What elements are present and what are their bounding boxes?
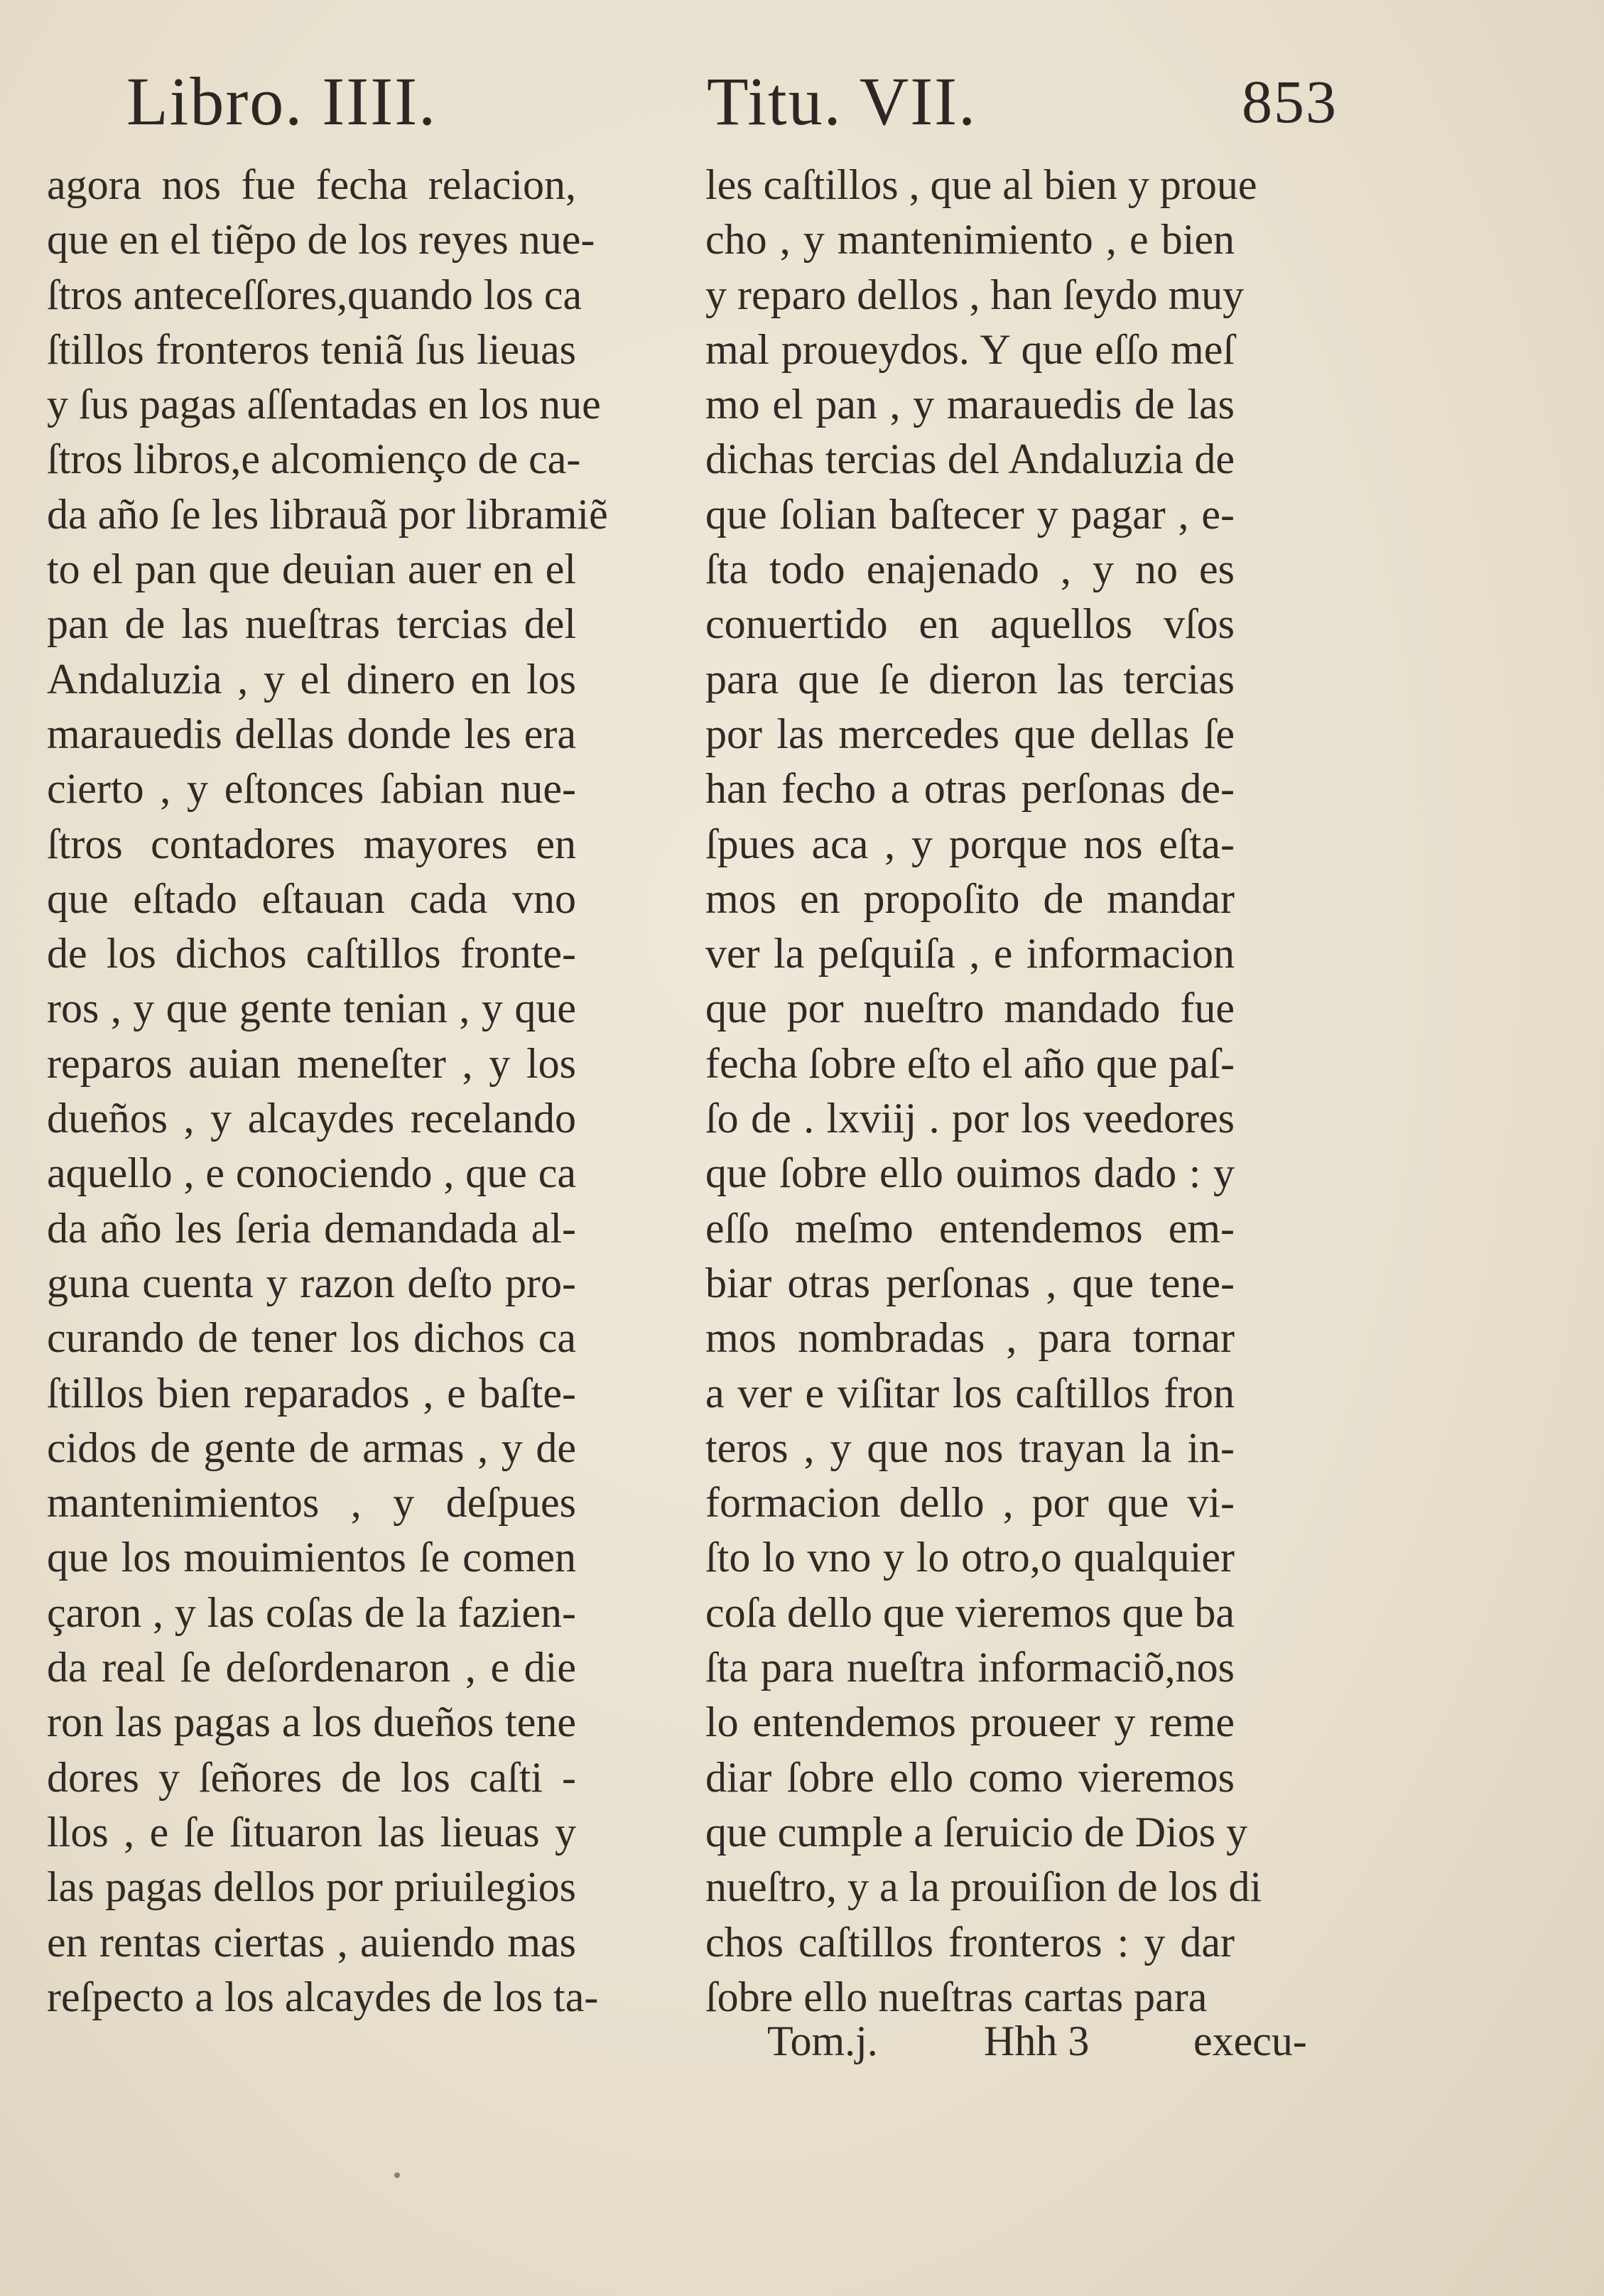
text-line: han fecho a otras perſonas de- <box>705 765 1235 813</box>
text-line: chos caſtillos fronteros : y dar <box>705 1918 1235 1966</box>
text-line: dichas tercias del Andaluzia de <box>705 435 1235 483</box>
text-line: a ver e viſitar los caſtillos fron <box>705 1369 1235 1417</box>
text-line: lo entendemos proueer y reme <box>705 1699 1235 1746</box>
text-line: ſta para nueſtra informaciõ,nos <box>705 1644 1235 1691</box>
text-line: da real ſe deſordenaron , e die <box>47 1644 576 1691</box>
text-line: çaron , y las coſas de la fazien- <box>47 1588 576 1636</box>
text-line: ſta todo enajenado , y no es <box>705 546 1235 593</box>
text-line: reparos auian meneſter , y los <box>47 1039 576 1087</box>
text-line: ſobre ello nueſtras cartas para <box>705 1973 1208 2020</box>
text-line: y reparo dellos , han ſeydo muy <box>705 271 1245 318</box>
text-line: que ſobre ello ouimos dado : y <box>705 1149 1235 1197</box>
text-line: cidos de gente de armas , y de <box>47 1424 576 1471</box>
text-line: mal proueydos. Y que eſſo meſ <box>705 325 1235 373</box>
header-book: Libro. IIII. <box>126 63 438 139</box>
text-line: reſpecto a los alcaydes de los ta- <box>47 1973 599 2020</box>
text-line: cierto , y eſtonces ſabian nue- <box>47 765 576 813</box>
text-line: que en el tiẽpo de los reyes nue- <box>47 216 595 264</box>
text-line: fecha ſobre eſto el año que paſ- <box>705 1039 1235 1087</box>
text-line: llos , e ſe ſituaron las lieuas y <box>47 1808 576 1856</box>
text-line: para que ſe dieron las tercias <box>705 655 1235 703</box>
text-line: mos nombradas , para tornar <box>705 1314 1235 1362</box>
text-line: ſtillos bien reparados , e baſte- <box>47 1369 576 1417</box>
text-line: que ſolian baſtecer y pagar , e- <box>705 490 1235 538</box>
text-line: de los dichos caſtillos fronte- <box>47 930 576 978</box>
text-line: mo el pan , y marauedis de las <box>705 381 1235 428</box>
text-line: ron las pagas a los dueños tene <box>47 1699 576 1746</box>
text-line: por las mercedes que dellas ſe <box>705 710 1235 757</box>
text-line: que cumple a ſeruicio de Dios y <box>705 1808 1248 1856</box>
text-line: mos en propoſito de mandar <box>705 874 1235 922</box>
text-line: cho , y mantenimiento , e bien <box>705 216 1235 264</box>
text-line: pan de las nueſtras tercias del <box>47 600 576 648</box>
text-line: dueños , y alcaydes recelando <box>47 1095 576 1142</box>
text-line: las pagas dellos por priuilegios <box>47 1863 576 1911</box>
text-line: mantenimientos , y deſpues <box>47 1479 576 1527</box>
text-line: curando de tener los dichos ca <box>47 1314 576 1362</box>
header-title: Titu. VII. <box>707 63 977 139</box>
text-line: ſtillos fronteros teniã ſus lieuas <box>47 325 576 373</box>
text-line: que eſtado eſtauan cada vno <box>47 874 576 922</box>
text-line: ros , y que gente tenian , y que <box>47 985 576 1032</box>
text-line: conuertido en aquellos vſos <box>705 600 1235 648</box>
ink-speck <box>394 2172 400 2178</box>
text-line: dores y ſeñores de los caſti - <box>47 1753 576 1801</box>
text-line: formacion dello , por que vi- <box>705 1479 1235 1527</box>
text-line: ſtros contadores mayores en <box>47 820 576 867</box>
text-line: agora nos fue fecha relacion, <box>47 161 576 208</box>
page-number: 853 <box>1242 67 1338 136</box>
text-line: nueſtro, y a la prouiſion de los di <box>705 1863 1262 1911</box>
text-line: diar ſobre ello como vieremos <box>705 1753 1235 1801</box>
footer-quire-mark: Hhh 3 <box>984 2018 1090 2064</box>
text-line: Andaluzia , y el dinero en los <box>47 655 576 703</box>
text-line: coſa dello que vieremos que ba <box>705 1588 1235 1636</box>
text-line: da año les ſeria demandada al- <box>47 1204 576 1252</box>
text-line: biar otras perſonas , que tene- <box>705 1259 1235 1306</box>
text-line: les caſtillos , que al bien y proue <box>705 161 1257 208</box>
text-line: marauedis dellas donde les era <box>47 710 576 757</box>
text-line: ſo de . lxviij . por los veedores <box>705 1095 1235 1142</box>
text-line: y ſus pagas aſſentadas en los nue <box>47 381 601 428</box>
text-line: eſſo meſmo entendemos em- <box>705 1204 1235 1252</box>
text-line: teros , y que nos trayan la in- <box>705 1424 1235 1471</box>
text-line: to el pan que deuian auer en el <box>47 546 576 593</box>
text-line: que los mouimientos ſe comen <box>47 1534 576 1581</box>
text-line: ſtros libros,e alcomienço de ca- <box>47 435 581 483</box>
text-line: ſto lo vno y lo otro,o qualquier <box>705 1534 1235 1581</box>
text-line: da año ſe les librauã por libramiẽ <box>47 490 608 538</box>
footer-catchword: execu- <box>1193 2018 1307 2064</box>
text-line: ſpues aca , y porque nos eſta- <box>705 820 1235 867</box>
text-line: guna cuenta y razon deſto pro- <box>47 1259 576 1306</box>
right-column <box>705 158 1262 2025</box>
text-line: ver la peſquiſa , e informacion <box>705 930 1235 978</box>
text-line: que por nueſtro mandado fue <box>705 985 1235 1032</box>
text-line: en rentas ciertas , auiendo mas <box>47 1918 576 1966</box>
text-line: ſtros anteceſſores,quando los ca <box>47 271 582 318</box>
left-column <box>47 158 608 2025</box>
footer-signature: Tom.j. <box>767 2018 878 2064</box>
text-line: aquello , e conociendo , que ca <box>47 1149 576 1197</box>
